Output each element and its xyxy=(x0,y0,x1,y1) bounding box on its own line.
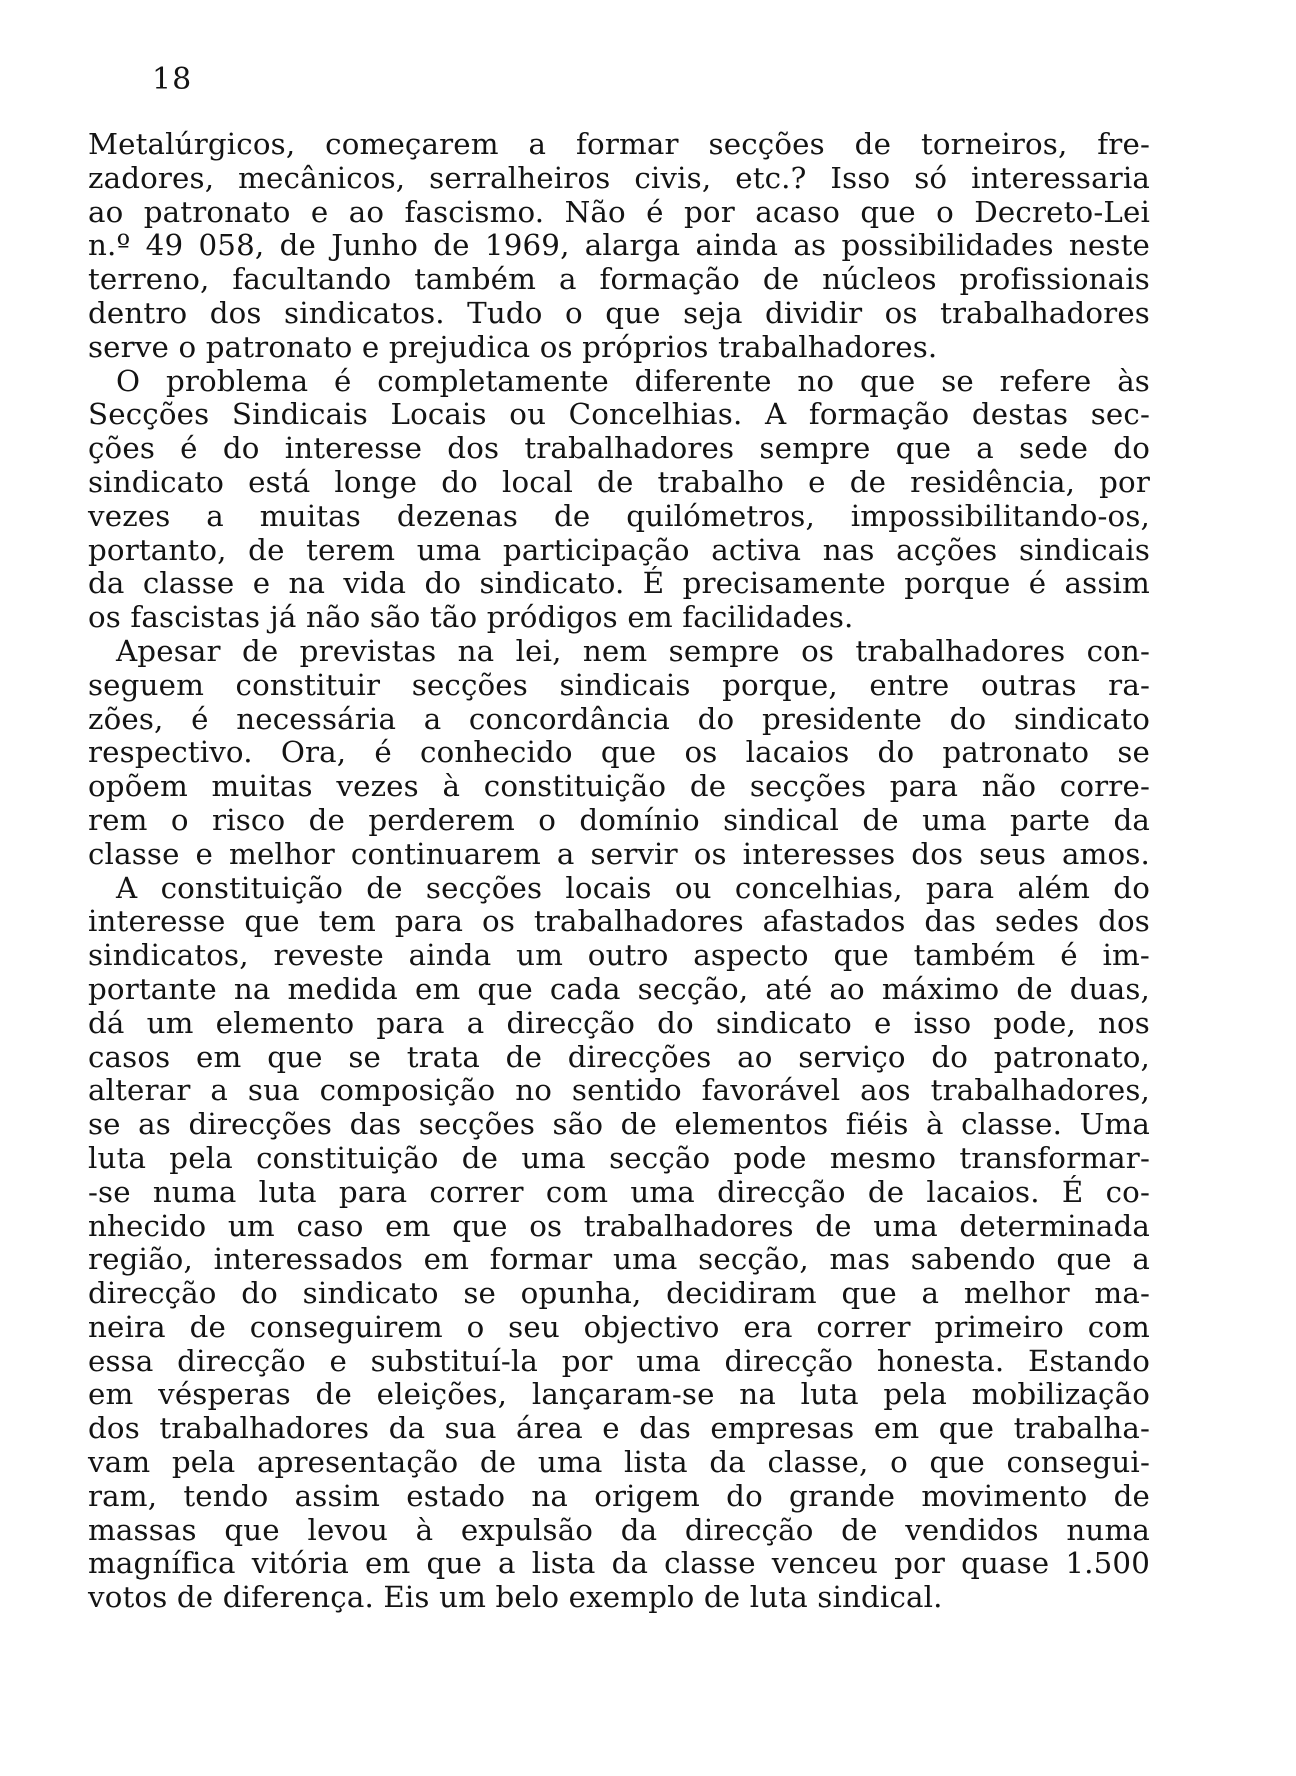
text-line: região, interessados em formar uma secção, mas sabendo que a xyxy=(88,1242,1150,1277)
text-line: luta pela constituição de uma secção pode mesmo transformar- xyxy=(88,1140,1150,1175)
text-line: direcção do sindicato se opunha, decidiram que a melhor ma- xyxy=(88,1276,1150,1311)
text-line: zadores, mecânicos, serralheiros civis, etc.? Isso só interessaria xyxy=(88,160,1150,195)
text-line: seguem constituir secções sindicais porque, entre outras ra- xyxy=(88,667,1150,702)
text-line: rem o risco de perderem o domínio sindical de uma parte da xyxy=(88,802,1150,837)
text-line: magnífica vitória em que a lista da classe venceu por quase 1.500 xyxy=(88,1546,1150,1581)
text-line: dentro dos sindicatos. Tudo o que seja dividir os trabalhadores xyxy=(88,295,1150,330)
text-line: serve o patronato e prejudica os próprios trabalhadores. xyxy=(88,329,938,364)
body-text xyxy=(88,128,1150,1615)
text-line: da classe e na vida do sindicato. É precisamente porque é assim xyxy=(88,566,1150,601)
text-line: Secções Sindicais Locais ou Concelhias. A formação destas sec- xyxy=(88,397,1150,432)
text-line: -se numa luta para correr com uma direcção de lacaios. É co- xyxy=(88,1174,1150,1209)
text-line: terreno, facultando também a formação de núcleos profissionais xyxy=(88,262,1150,297)
text-line: zões, é necessária a concordância do presidente do sindicato xyxy=(88,701,1150,736)
text-line: neira de conseguirem o seu objectivo era correr primeiro com xyxy=(88,1309,1150,1344)
text-line: sindicatos, reveste ainda um outro aspecto que também é im- xyxy=(88,938,1150,973)
text-line: portanto, de terem uma participação activa nas acções sindicais xyxy=(88,532,1150,567)
text-line: Metalúrgicos, começarem a formar secções de torneiros, fre- xyxy=(88,127,1150,161)
text-line: respectivo. Ora, é conhecido que os lacaios do patronato se xyxy=(88,735,1150,770)
text-line: votos de diferença. Eis um belo exemplo de luta sindical. xyxy=(88,1580,943,1615)
text-line: ções é do interesse dos trabalhadores sempre que a sede do xyxy=(88,431,1150,466)
text-line: ao patronato e ao fascismo. Não é por acaso que o Decreto-Lei xyxy=(88,194,1150,229)
text-line: A constituição de secções locais ou concelhias, para além do xyxy=(116,870,1150,905)
text-line: classe e melhor continuarem a servir os interesses dos seus amos. xyxy=(88,836,1150,871)
text-line: dá um elemento para a direcção do sindicato e isso pode, nos xyxy=(88,1005,1150,1040)
text-line: sindicato está longe do local de trabalho e de residência, por xyxy=(88,464,1150,499)
text-line: alterar a sua composição no sentido favorável aos trabalhadores, xyxy=(88,1073,1150,1108)
text-line: os fascistas já não são tão pródigos em facilidades. xyxy=(88,600,854,635)
text-line: interesse que tem para os trabalhadores afastados das sedes dos xyxy=(88,904,1150,939)
text-line: nhecido um caso em que os trabalhadores de uma determinada xyxy=(88,1208,1150,1243)
text-line: dos trabalhadores da sua área e das empresas em que trabalha- xyxy=(88,1411,1150,1446)
text-line: Apesar de previstas na lei, nem sempre os trabalhadores con- xyxy=(116,633,1150,668)
text-line: massas que levou à expulsão da direcção de vendidos numa xyxy=(88,1512,1150,1547)
page-number: 18 xyxy=(152,62,193,97)
text-line: vezes a muitas dezenas de quilómetros, impossibilitando-os, xyxy=(88,498,1150,533)
text-line: n.º 49 058, de Junho de 1969, alarga ainda as possibilidades neste xyxy=(88,228,1150,263)
text-line: vam pela apresentação de uma lista da classe, o que consegui- xyxy=(88,1445,1150,1480)
text-line: ram, tendo assim estado na origem do grande movimento de xyxy=(88,1478,1150,1513)
text-line: se as direcções das secções são de elementos fiéis à classe. Uma xyxy=(88,1107,1150,1142)
text-line: em vésperas de eleições, lançaram-se na luta pela mobilização xyxy=(88,1377,1150,1412)
text-line: portante na medida em que cada secção, até ao máximo de duas, xyxy=(88,971,1150,1006)
text-line: essa direcção e substituí-la por uma direcção honesta. Estando xyxy=(88,1343,1150,1378)
text-line: opõem muitas vezes à constituição de secções para não corre- xyxy=(88,769,1150,804)
text-line: O problema é completamente diferente no que se refere às xyxy=(116,363,1150,398)
text-line: casos em que se trata de direcções ao serviço do patronato, xyxy=(88,1039,1150,1074)
